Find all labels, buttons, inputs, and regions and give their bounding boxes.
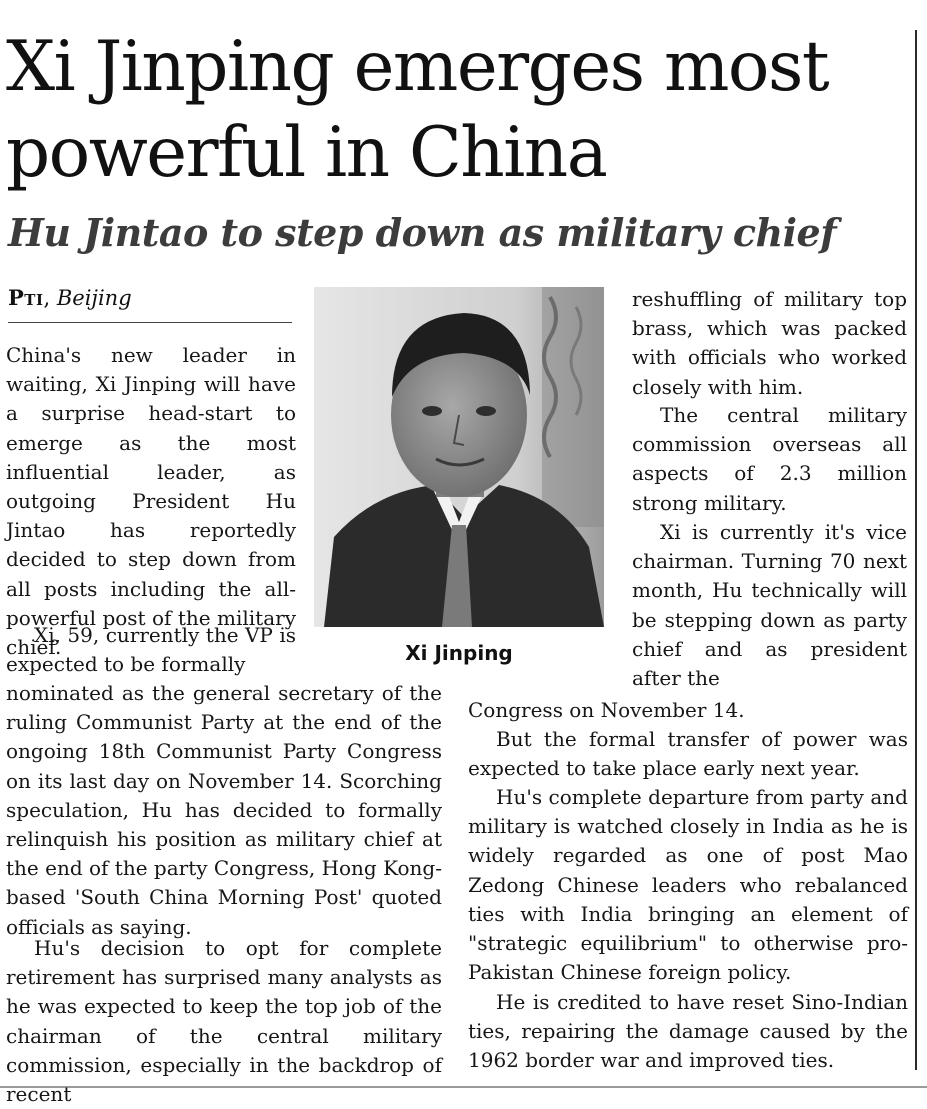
- byline-city: Beijing: [56, 286, 132, 310]
- paragraph-sino-indian: He is credited to have reset Sino-Indian ties, repairing the damage caused by the 1962 border war and improved ties.: [468, 990, 908, 1073]
- paragraph-lead: China's new leader in waiting, Xi Jinping will have a surprise head-start to emerge as the most influential leader, as outgoing President Hu Jintao has reportedly decided to step down from all posts including the all-powerful post of the military chief.: [6, 343, 296, 660]
- paragraph-hu-decision: Hu's decision to opt for complete retirement has surprised many analysts as he was expected to keep the top job of the chairman of the central military commission, especially in the backdrop of recent: [6, 936, 442, 1107]
- article-photo: [314, 287, 604, 627]
- headline: Xi Jinping emerges most powerful in China: [6, 27, 829, 193]
- paragraph-nomination: nominated as the general secretary of the ruling Communist Party at the end of the ongoing 18th Communist Party Congress on its last day on November 14. Scorching speculation, Hu has decided to formally relinquish his position as military chief at the end of the party Congress, Hong Kong-based 'South China Morning Post' quoted officials as saying.: [6, 681, 442, 939]
- byline: [8, 284, 132, 312]
- paragraph-congress-date: Congress on November 14.: [468, 698, 745, 722]
- paragraph-reshuffling: reshuffling of military top brass, which was packed with officials who worked closely with him.: [632, 287, 907, 399]
- byline-agency: Pti: [8, 285, 44, 310]
- portrait-image: [314, 287, 604, 627]
- paragraph-commission: The central military commission overseas all aspects of 2.3 million strong military.: [632, 403, 907, 515]
- photo-caption: Xi Jinping: [405, 641, 513, 665]
- column-rule-right: [915, 30, 917, 1070]
- byline-rule: [8, 322, 292, 323]
- paragraph-vice-chairman: Xi is currently it's vice chairman. Turning 70 next month, Hu technically will be stepping down as party chief and as president after the: [632, 520, 907, 691]
- paragraph-india: Hu's complete departure from party and military is watched closely in India as he is widely regarded as one of post Mao Zedong Chinese leaders who rebalanced ties with India bringing an element of "strategic equilibrium" to otherwise pro-Pakistan Chinese foreign policy.: [468, 785, 908, 985]
- byline-separator: ,: [43, 286, 51, 310]
- paragraph-xi-intro: Xi, 59, currently the VP is expected to be formally: [6, 623, 296, 677]
- subheadline: Hu Jintao to step down as military chief: [8, 210, 837, 255]
- paragraph-transfer: But the formal transfer of power was expected to take place early next year.: [468, 727, 908, 781]
